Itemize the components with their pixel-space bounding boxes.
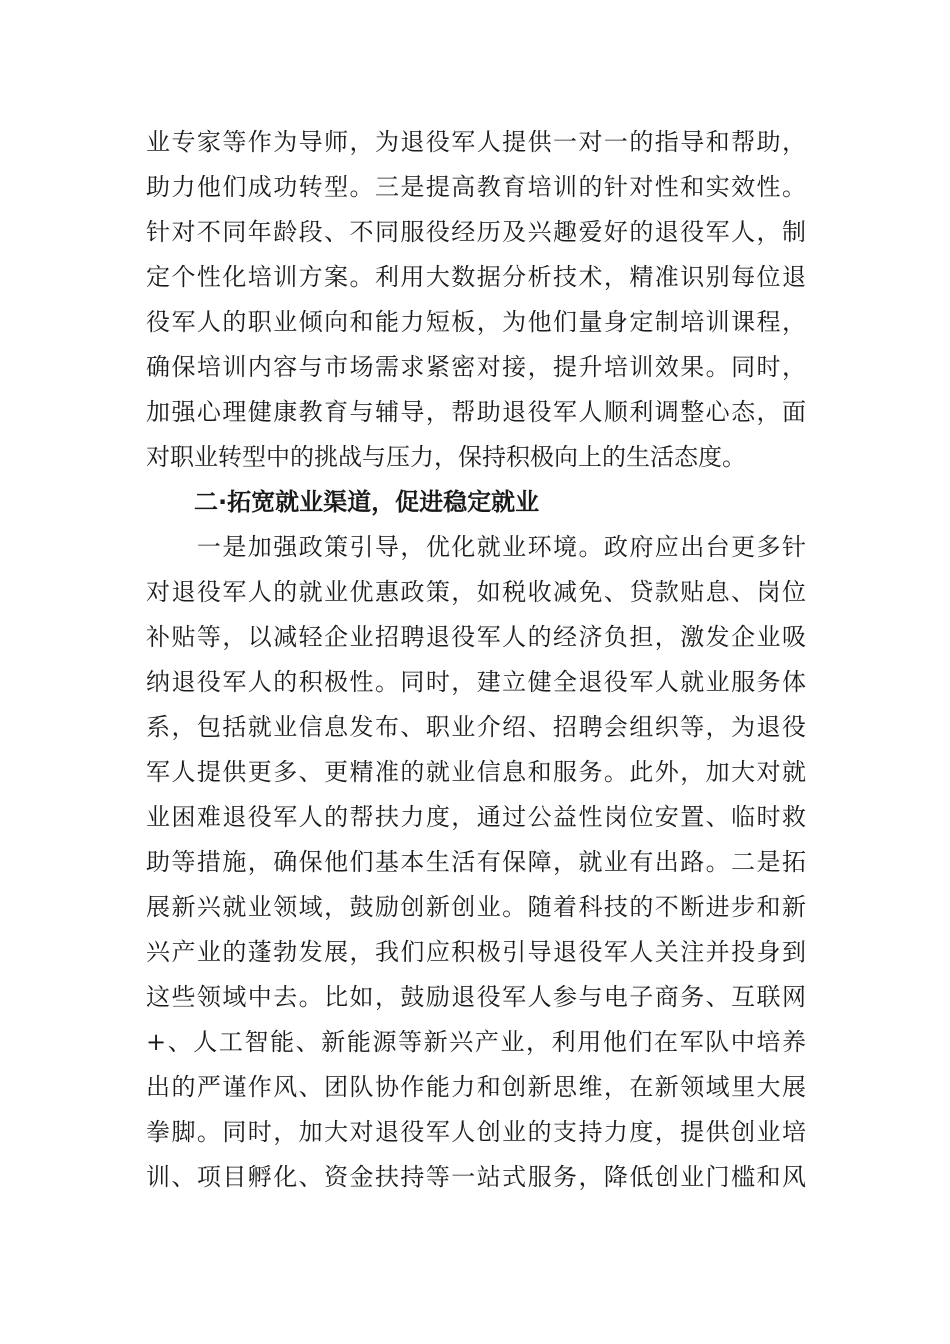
paragraph-line: 针对不同年龄段、不同服役经历及兴趣爱好的退役军人，制 xyxy=(146,218,806,246)
paragraph-line: 军人提供更多、更精准的就业信息和服务。此外，加大对就 xyxy=(146,758,806,786)
paragraph-line: 对退役军人的就业优惠政策，如税收减免、贷款贴息、岗位 xyxy=(146,578,806,606)
section-heading: 二·拓宽就业渠道，促进稳定就业 xyxy=(194,488,540,516)
paragraph-line: 役军人的职业倾向和能力短板，为他们量身定制培训课程， xyxy=(146,308,806,336)
paragraph-line: +、人工智能、新能源等新兴产业，利用他们在军队中培养 xyxy=(146,1028,806,1056)
paragraph-line: 定个性化培训方案。利用大数据分析技术，精准识别每位退 xyxy=(146,263,806,291)
paragraph-line: 训、项目孵化、资金扶持等一站式服务，降低创业门槛和风 xyxy=(146,1163,806,1191)
paragraph-line: 业困难退役军人的帮扶力度，通过公益性岗位安置、临时救 xyxy=(146,803,806,831)
paragraph-line: 确保培训内容与市场需求紧密对接，提升培训效果。同时， xyxy=(146,353,806,381)
paragraph-line: 业专家等作为导师，为退役军人提供一对一的指导和帮助， xyxy=(146,128,806,156)
paragraph-line: 这些领域中去。比如，鼓励退役军人参与电子商务、互联网 xyxy=(146,983,806,1011)
paragraph-line: 一是加强政策引导，优化就业环境。政府应出台更多针 xyxy=(146,533,806,561)
paragraph-line: 展新兴就业领域，鼓励创新创业。随着科技的不断进步和新 xyxy=(146,893,806,921)
paragraph-line: 系，包括就业信息发布、职业介绍、招聘会组织等，为退役 xyxy=(146,713,806,741)
document-body xyxy=(146,120,806,1200)
paragraph-line: 助等措施，确保他们基本生活有保障，就业有出路。二是拓 xyxy=(146,848,806,876)
paragraph-line: 出的严谨作风、团队协作能力和创新思维，在新领域里大展 xyxy=(146,1073,806,1101)
paragraph-line: 加强心理健康教育与辅导，帮助退役军人顺利调整心态，面 xyxy=(146,398,806,426)
paragraph-one xyxy=(146,120,806,480)
paragraph-line: 对职业转型中的挑战与压力，保持积极向上的生活态度。 xyxy=(146,443,746,471)
paragraph-line: 纳退役军人的积极性。同时，建立健全退役军人就业服务体 xyxy=(146,668,806,696)
paragraph-line: 兴产业的蓬勃发展，我们应积极引导退役军人关注并投身到 xyxy=(146,938,806,966)
paragraph-line: 补贴等，以减轻企业招聘退役军人的经济负担，激发企业吸 xyxy=(146,623,806,651)
paragraph-line: 助力他们成功转型。三是提高教育培训的针对性和实效性。 xyxy=(146,173,806,201)
paragraph-line: 拳脚。同时，加大对退役军人创业的支持力度，提供创业培 xyxy=(146,1118,806,1146)
paragraph-two xyxy=(146,525,806,1200)
